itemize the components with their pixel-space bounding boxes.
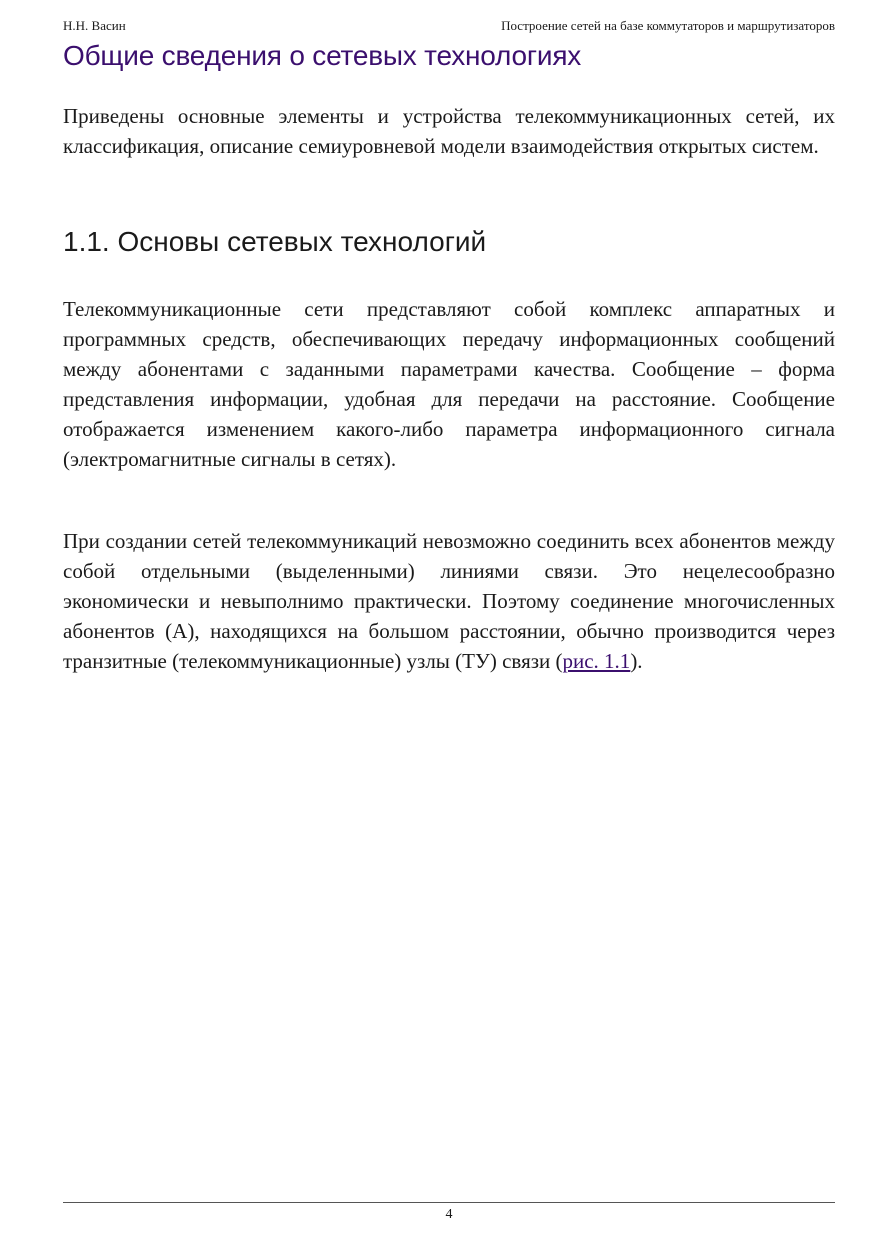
body-paragraph-2 — [63, 526, 835, 676]
body-paragraph-2-text: При создании сетей телекоммуникаций невозможно соединить всех абонентов между собой отдельными (выделенными) линиями связи. Это нецелесообразно экономически и невыполнимо практически. Поэтому соединение многочисленных абонентов (А), находящихся на большом расстоянии, обычно производится через транзитные (телекоммуникационные) узлы (ТУ) связи ( — [63, 529, 835, 673]
document-page — [63, 0, 835, 1241]
running-header — [63, 16, 835, 36]
header-book-title: Построение сетей на базе коммутаторов и маршрутизаторов — [501, 18, 835, 33]
figure-reference-link[interactable]: рис. 1.1 — [562, 649, 631, 673]
header-author: Н.Н. Васин — [63, 18, 126, 33]
footer-divider — [63, 1202, 835, 1203]
body-paragraph-1: Телекоммуникационные сети представляют собой комплекс аппаратных и программных средств, обеспечивающих передачу информационных сообщений между абонентами с заданными параметрами качества. Сообщение – форма представления информации, удобная для передачи на расстояние. Сообщение отображается изменением какого-либо параметра информационного сигнала (электромагнитные сигналы в сетях). — [63, 297, 835, 471]
chapter-intro-paragraph: Приведены основные элементы и устройства телекоммуникационных сетей, их классификация, описание семиуровневой модели взаимодействия открытых систем. — [63, 104, 835, 158]
page-number: 4 — [445, 1207, 453, 1222]
body-paragraph-2-end: ). — [630, 649, 643, 673]
section-title: 1.1. Основы сетевых технологий — [63, 226, 487, 257]
chapter-title: Общие сведения о сетевых технологиях — [63, 40, 582, 71]
